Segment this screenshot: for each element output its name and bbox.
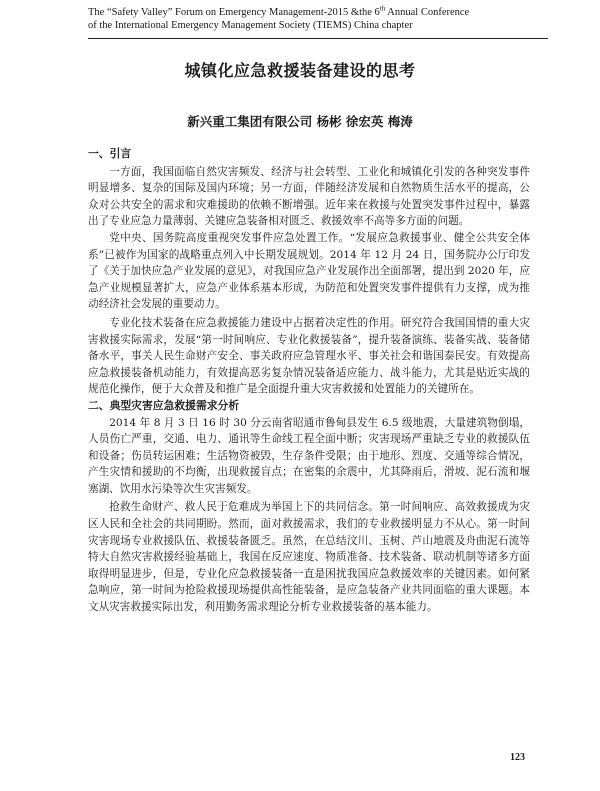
section-heading-introduction: 一、引言 — [88, 147, 132, 160]
body-paragraph: 专业化技术装备在应急救援能力建设中占据着决定性的作用。研究符合我国国情的重大灾害救援实际需求，发展“第一时间响应、专业化救援装备”，提升装备演练、装备实战、装备储备水平，事关人民生命财产安全、事关政府应急管理水平、事关社会和谐国泰民安。有效提高应急救援装备机动能力，有效提高恶劣复杂情况装备适应能力、战斗能力，尤其是贴近实战的规范化操作，便于大众普及和推广是全面提升重大灾害救援和处置能力的关键所在。 — [88, 316, 530, 396]
paper-title: 城镇化应急救援装备建设的思考 — [184, 61, 416, 80]
header-divider — [88, 38, 548, 39]
body-paragraph: 党中央、国务院高度重视突发事件应急处置工作。“发展应急救援事业、健全公共安全体系”已被作为国家的战略重点列入中长期发展规划。2014 年 12 月 24 日，国务院办公厅印发了《关于加快应急产业发展的意见》，对我国应急产业发展作出全面部署，提出到 2020 年，应急产业规模显著扩大，应急产业体系基本形成，为防范和处置突发事件提供有力支撑，成为推动经济社会发展的重要动力。 — [88, 231, 530, 311]
paper-body — [88, 146, 530, 616]
page-number: 123 — [510, 752, 525, 763]
paper-authors: 新兴重工集团有限公司 杨彬 徐宏英 梅涛 — [187, 114, 413, 129]
running-header-line1: The “Safety Valley” Forum on Emergency Management-2015 &the 6th Annual Conference — [88, 4, 470, 18]
running-header — [88, 6, 548, 32]
body-paragraph: 抢救生命财产、救人民于危难成为举国上下的共同信念。第一时间响应、高效救援成为灾区人民和全社会的共同期盼。然而，面对救援需求，我们的专业救援明显力不从心。第一时间灾害现场专业救援队伍、救援装备匮乏。虽然，在总结汶川、玉树、芦山地震及舟曲泥石流等特大自然灾害救援经验基础上，我国在反应速度、物质准备、技术装备、联动机制等诸多方面取得明显进步，但是，专业化应急救援装备一直是困扰我国应急救援效率的关键因素。如何紧急响应，第一时间为抢险救援现场提供高性能装备，是应急装备产业共同面临的重大课题。本文从灾害救援实际出发，利用勤务需求理论分析专业救援装备的基本能力。 — [88, 501, 530, 614]
section-heading-demand-analysis: 二、典型灾害应急救援需求分析 — [88, 398, 240, 412]
body-paragraph: 2014 年 8 月 3 日 16 时 30 分云南省昭通市鲁甸县发生 6.5 级地震，大量建筑物倒塌，人员伤亡严重，交通、电力、通讯等生命线工程全面中断；灾害现场严重缺乏专业的救援队伍和设备；伤员转运困难；生活物资被毁，生存条件受限；由于地形、烈度、交通等综合情况，产生灾情和援助的不均衡，出现救援盲点；在密集的余震中，尤其降雨后，滑坡、泥石流和堰塞湖、饮用水污染等次生灾害频发。 — [88, 416, 530, 495]
body-paragraph: 一方面，我国面临自然灾害频发、经济与社会转型、工业化和城镇化引发的各种突发事件明显增多、复杂的国际及国内环境；另一方面，伴随经济发展和自然物质生活水平的提高，公众对公共安全的需求和灾难援助的依赖不断增强。近年来在救援与处置突发事件过程中，暴露出了专业应急力量薄弱、关键应急装备相对匮乏、救援效率不高等多方面的问题。 — [88, 165, 530, 228]
running-header-line2: of the International Emergency Management Society (TIEMS) China chapter — [88, 20, 413, 31]
